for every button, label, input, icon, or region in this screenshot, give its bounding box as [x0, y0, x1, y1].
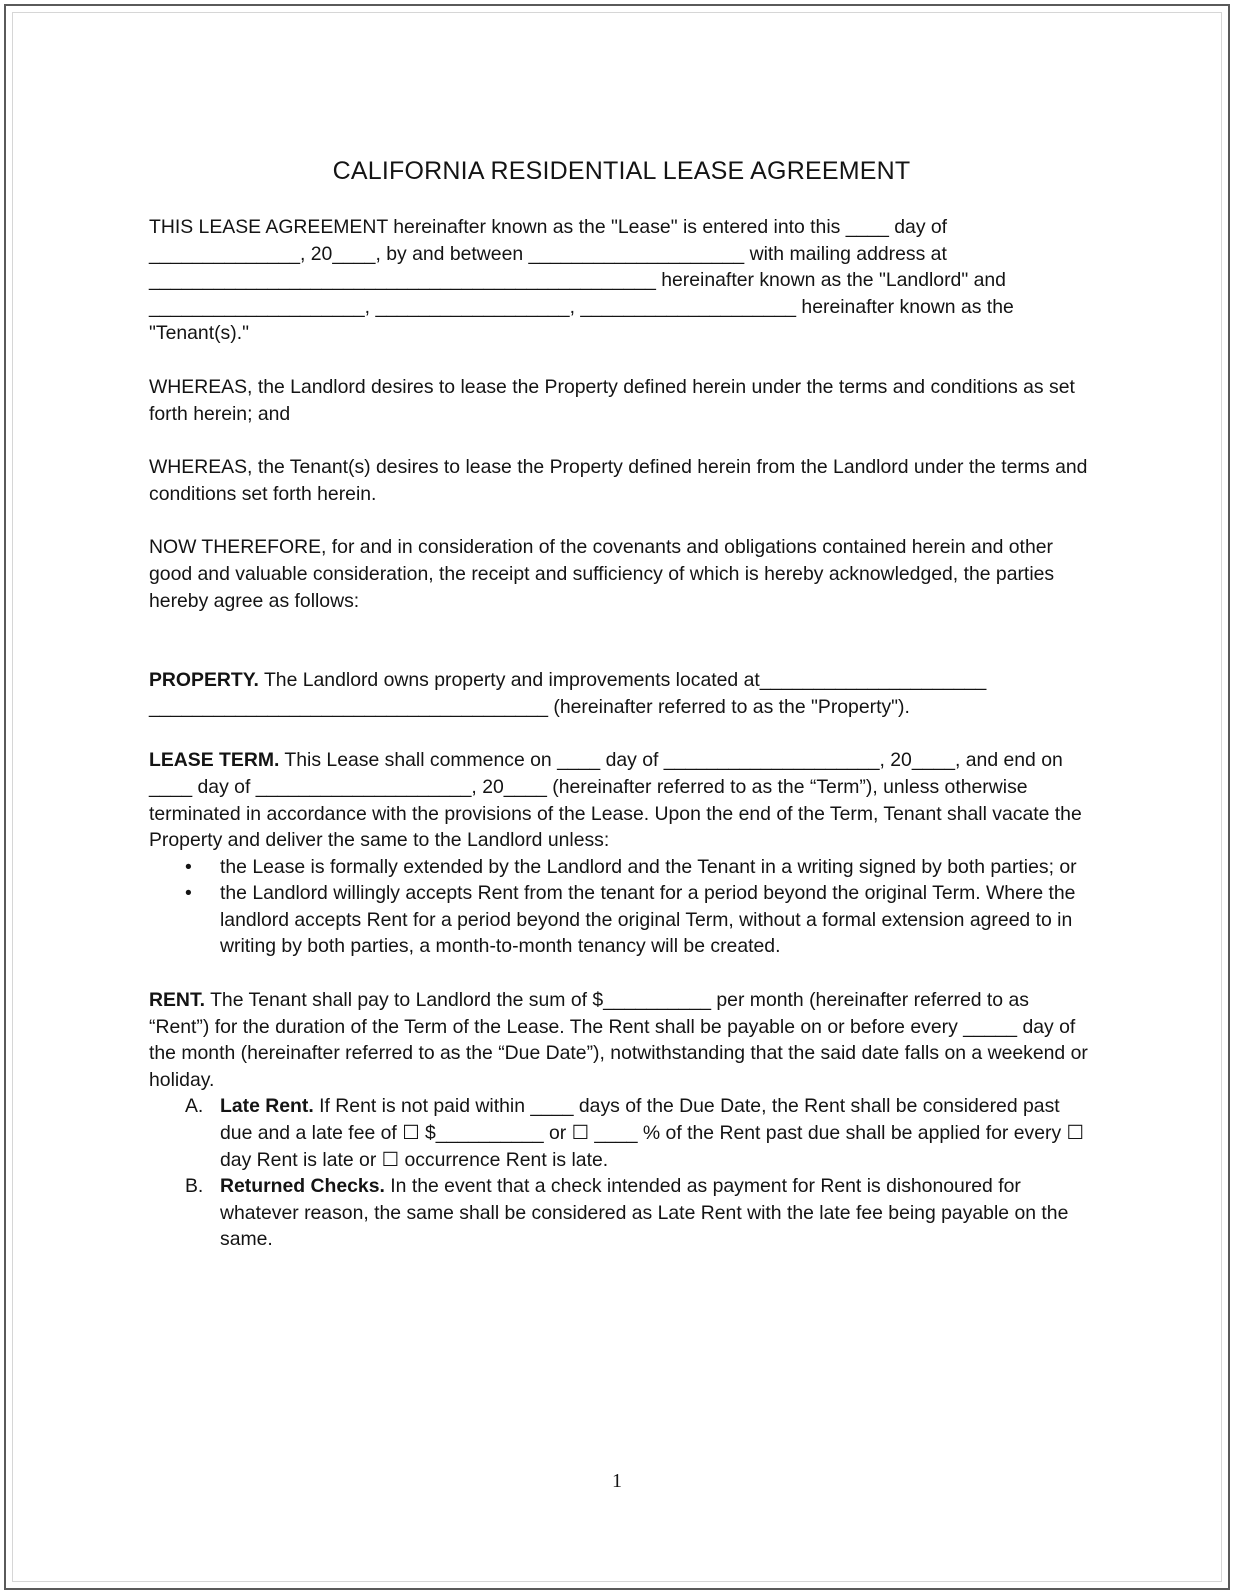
- list-item: [149, 1173, 1094, 1253]
- list-item: • the Lease is formally extended by the Landlord and the Tenant in a writing signed by both parties; or: [149, 854, 1094, 881]
- now-therefore-paragraph: NOW THEREFORE, for and in consideration of the covenants and obligations contained herein and other good and valuable consideration, the receipt and sufficiency of which is hereby acknowledged, the parties hereby agree as follows:: [149, 536, 1055, 612]
- lease-term-conditions-list: [149, 854, 1094, 960]
- rent-heading: RENT.: [149, 989, 206, 1012]
- whereas-tenant-paragraph: WHEREAS, the Tenant(s) desires to lease the Property defined herein from the Landlord under the terms and conditions set forth herein.: [149, 456, 1088, 505]
- lease-term-heading: LEASE TERM.: [149, 749, 280, 772]
- document-body: [149, 156, 1094, 1253]
- property-heading: PROPERTY.: [149, 669, 259, 692]
- rent-text: The Tenant shall pay to Landlord the sum of $__________ per month (hereinafter referred to as “Rent”) for the duration of the Term of the Lease. The Rent shall be payable on or before every _____ day of the month (hereinafter referred to as the “Due Date”), notwithstanding that the said date falls on a weekend or holiday.: [149, 989, 1088, 1091]
- returned-checks-text: In the event that a check intended as payment for Rent is dishonoured for whatever reason, the same shall be considered as Late Rent with the late fee being payable on the same.: [220, 1175, 1069, 1251]
- property-text: The Landlord owns property and improvements located at_____________________ _____________________________________ (hereinafter referred to as the "Property").: [149, 669, 987, 718]
- returned-checks-heading: Returned Checks.: [220, 1175, 385, 1198]
- document-title: CALIFORNIA RESIDENTIAL LEASE AGREEMENT: [332, 157, 911, 185]
- property-section: [149, 667, 1094, 720]
- late-rent-heading: Late Rent.: [220, 1095, 314, 1118]
- late-rent-text: If Rent is not paid within ____ days of the Due Date, the Rent shall be considered past due and a late fee of ☐ $__________ or ☐ ____ % of the Rent past due shall be applied for every ☐ day Rent is late or ☐ occurrence Rent is late.: [220, 1095, 1084, 1171]
- intro-paragraph: THIS LEASE AGREEMENT hereinafter known as the "Lease" is entered into this ____ day of ______________, 20____, by and between ____________________ with mailing address at _______________________________________________ hereinafter known as the "Landlord" and ____________________, __________________, ____________________ hereinafter known as the "Tenant(s).": [149, 216, 1014, 345]
- page-number: 1: [612, 1470, 622, 1492]
- list-item: • the Landlord willingly accepts Rent from the tenant for a period beyond the original Term. Where the landlord accepts Rent for a period beyond the original Term, without a formal extension agreed to in writing by both parties, a month-to-month tenancy will be created.: [149, 880, 1094, 960]
- rent-section: [149, 987, 1094, 1093]
- list-item: [149, 1093, 1094, 1173]
- lease-term-section: [149, 747, 1094, 853]
- whereas-landlord-paragraph: WHEREAS, the Landlord desires to lease the Property defined herein under the terms and conditions as set forth herein; and: [149, 375, 1075, 425]
- rent-subsections-list: [149, 1093, 1094, 1253]
- list-marker: A.: [185, 1095, 204, 1118]
- lease-term-text: This Lease shall commence on ____ day of ____________________, 20____, and end on ____ day of ____________________, 20____ (hereinafter referred to as the “Term”), unless otherwise terminated in accordance with the provisions of the Lease. Upon the end of the Term, Tenant shall vacate the Property and deliver the same to the Landlord unless:: [149, 749, 1082, 852]
- list-marker: B.: [185, 1175, 204, 1198]
- document-page: [4, 4, 1230, 1590]
